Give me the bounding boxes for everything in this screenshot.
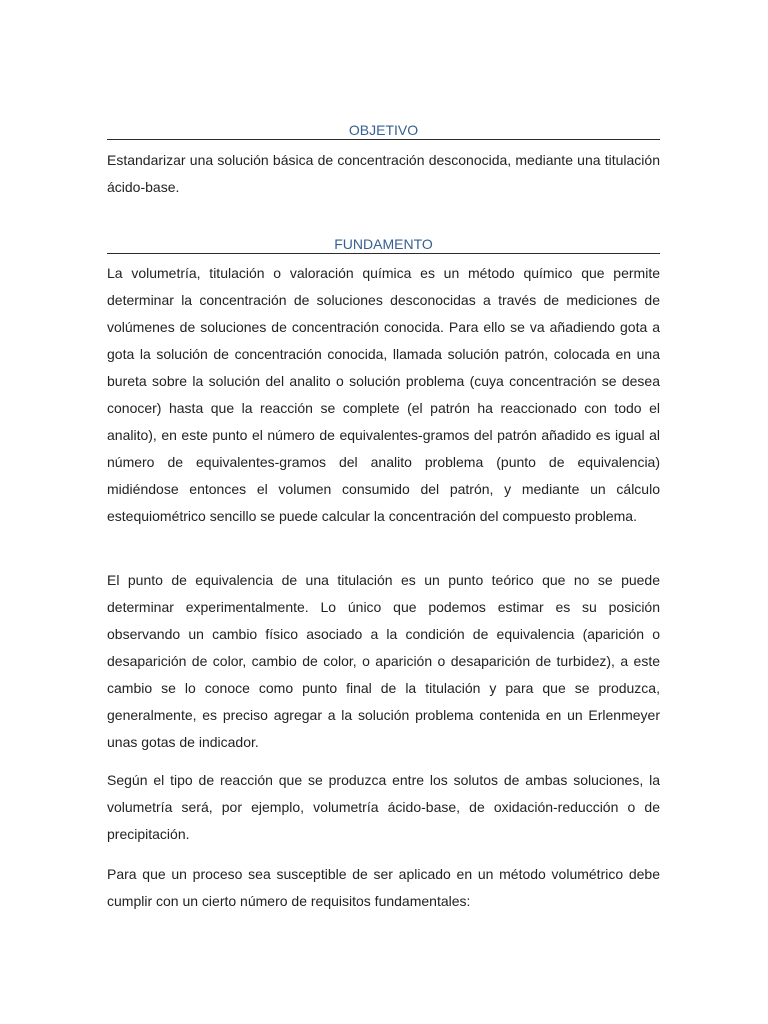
fundamento-paragraph-4: Para que un proceso sea susceptible de ser aplicado en un método volumétrico debe cumplir con un cierto número de requisitos fundamentales: [107,866,660,909]
fundamento-paragraph-1: La volumetría, titulación o valoración química es un método químico que permite determinar la concentración de soluciones desconocidas a través de mediciones de volúmenes de soluciones de concentración conocida. Para ello se va añadiendo gota a gota la solución de concentración conocida, llamada solución patrón, colocada en una bureta sobre la solución del analito o solución problema (cuya concentración se desea conocer) hasta que la reacción se complete (el patrón ha reaccionado con todo el analito), en este punto el número de equivalentes-gramos del patrón añadido es igual al número de equivalentes-gramos del analito problema (punto de equivalencia) midiéndose entonces el volumen consumido del patrón, y mediante un cálculo estequiométrico sencillo se puede calcular la concentración del compuesto problema. [107,265,660,524]
fundamento-heading: FUNDAMENTO [107,236,660,254]
objetivo-paragraph: Estandarizar una solución básica de concentración desconocida, mediante una titulación ácido-base. [107,152,660,195]
fundamento-paragraph-3: Según el tipo de reacción que se produzca entre los solutos de ambas soluciones, la volumetría será, por ejemplo, volumetría ácido-base, de oxidación-reducción o de precipitación. [107,772,660,842]
fundamento-paragraph-2: El punto de equivalencia de una titulación es un punto teórico que no se puede determinar experimentalmente. Lo único que podemos estimar es su posición observando un cambio físico asociado a la condición de equivalencia (aparición o desaparición de color, cambio de color, o aparición o desaparición de turbidez), a este cambio se lo conoce como punto final de la titulación y para que se produzca, generalmente, es preciso agregar a la solución problema contenida en un Erlenmeyer unas gotas de indicador. [107,572,660,750]
objetivo-heading: OBJETIVO [107,122,660,140]
